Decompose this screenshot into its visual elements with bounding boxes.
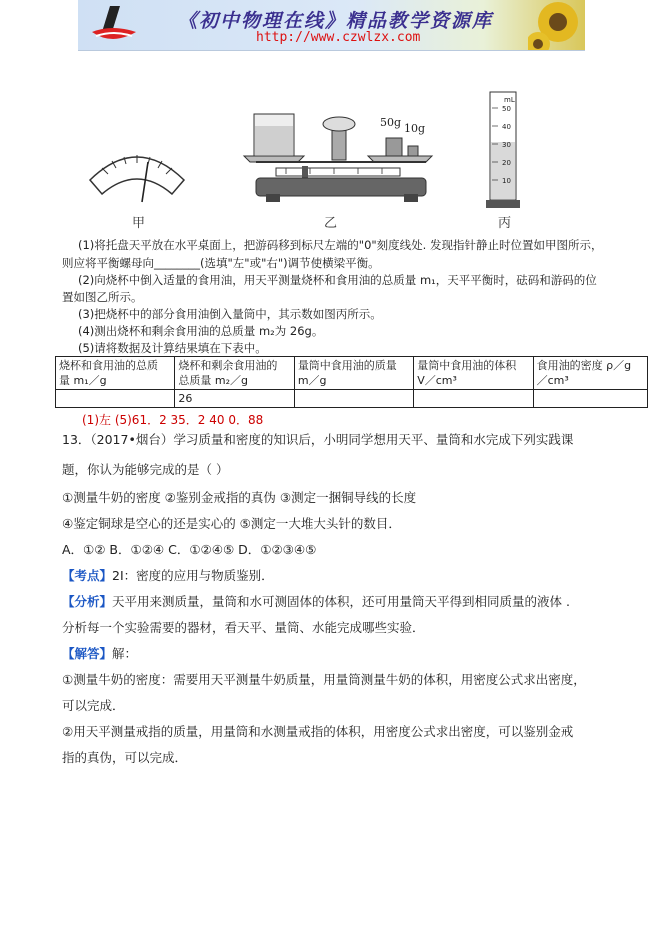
fenxi-line: [62, 594, 570, 610]
answer-line: (1)左 (5)61．2 35．2 40 0．88: [82, 413, 264, 427]
weight-50g-label: 50g: [380, 116, 402, 129]
figure-jia-label: 甲: [132, 216, 146, 231]
step-5: (5)请将数据及计算结果填在下表中。: [78, 341, 267, 355]
table-cell: 26: [175, 390, 294, 408]
header-banner: [78, 0, 585, 51]
kaodian-text: 2I：密度的应用与物质鉴别．: [112, 568, 274, 583]
cylinder-tick: 30: [502, 141, 511, 149]
answer-1-line-1: ①测量牛奶的密度：需要用天平测量牛奶质量，用量筒测量牛奶的体积，用密度公式求出密度，: [62, 672, 586, 687]
question-choices: A．①② B．①②④ C．①②④⑤ D．①②③④⑤: [62, 542, 317, 557]
table-header-cell: 量筒中食用油的质量 m／g: [294, 357, 413, 390]
cylinder-unit: mL: [504, 96, 515, 104]
table-cell: [533, 390, 647, 408]
table-cell: [414, 390, 533, 408]
table-cell: [56, 390, 175, 408]
data-table: [55, 356, 648, 408]
site-logo-icon: [82, 2, 142, 48]
sunflower-icon: [528, 0, 585, 50]
figure-jia-dial: [86, 140, 188, 210]
step-1-line-1: (1)将托盘天平放在水平桌面上，把游码移到标尺左端的"0"刻度线处. 发现指针静止时位置如甲图所示，: [78, 238, 603, 252]
figure-bing-label: 丙: [498, 216, 512, 231]
weight-10g-label: 10g: [404, 122, 426, 135]
table-header-cell: 食用油的密度 ρ／g ／cm³: [533, 357, 647, 390]
cylinder-tick: 40: [502, 123, 511, 131]
jieda-tag: 【解答】: [62, 646, 113, 661]
answer-2-line-2: 指的真伪，可以完成．: [62, 750, 188, 765]
table-row: [56, 390, 648, 408]
figure-yi-label: 乙: [324, 216, 338, 231]
table-header-cell: 量筒中食用油的体积 V／cm³: [414, 357, 533, 390]
banner-title: 《初中物理在线》精品教学资源库: [178, 10, 494, 32]
question-13-line-2: 题，你认为能够完成的是（ ）: [62, 462, 229, 477]
fenxi-text: 天平用来测质量，量筒和水可测固体的体积，还可用量筒天平得到相同质量的液体 .: [112, 594, 570, 609]
jieda-line: [62, 646, 137, 662]
table-header-cell: 烧杯和食用油的总质 量 m₁／g: [56, 357, 175, 390]
figure-bing-cylinder: [484, 88, 524, 212]
step-2-line-1: (2)向烧杯中倒入适量的食用油，用天平测量烧杯和食用油的总质量 m₁，天平平衡时，砝码和游码的位: [78, 273, 597, 287]
step-3: (3)把烧杯中的部分食用油倒入量筒中，其示数如图丙所示。: [78, 307, 382, 321]
fenxi-tag: 【分析】: [62, 594, 113, 609]
step-1-line-2: 则应将平衡螺母向________(选填"左"或"右")调节使横梁平衡。: [62, 256, 380, 270]
jieda-text: 解：: [112, 646, 138, 661]
question-13-line-1: 13．（2017•烟台）学习质量和密度的知识后，小明同学想用天平、量筒和水完成下列实践课: [62, 432, 574, 447]
cylinder-tick: 10: [502, 177, 511, 185]
kaodian-line: [62, 568, 274, 584]
banner-url[interactable]: http://www.czwlzx.com: [256, 30, 421, 45]
cylinder-tick: 50: [502, 105, 511, 113]
fenxi-line-2: 分析每一个实验需要的器材，看天平、量筒、水能完成哪些实验．: [62, 620, 425, 635]
answer-1-line-2: 可以完成．: [62, 698, 125, 713]
kaodian-tag: 【考点】: [62, 568, 113, 583]
table-header-row: [56, 357, 648, 390]
table-cell: [294, 390, 413, 408]
question-options-2: ④鉴定铜球是空心的还是实心的 ⑤测定一大堆大头针的数目．: [62, 516, 401, 531]
step-4: (4)测出烧杯和剩余食用油的总质量 m₂为 26g。: [78, 324, 324, 338]
step-2-line-2: 置如图乙所示。: [62, 290, 143, 304]
cylinder-tick: 20: [502, 159, 511, 167]
answer-2-line-1: ②用天平测量戒指的质量，用量筒和水测量戒指的体积，用密度公式求出密度，可以鉴别金戒: [62, 724, 574, 739]
table-header-cell: 烧杯和剩余食用油的 总质量 m₂／g: [175, 357, 294, 390]
figure-yi-balance: [236, 106, 446, 210]
question-options-1: ①测量牛奶的密度 ②鉴别金戒指的真伪 ③测定一捆铜导线的长度: [62, 490, 417, 505]
